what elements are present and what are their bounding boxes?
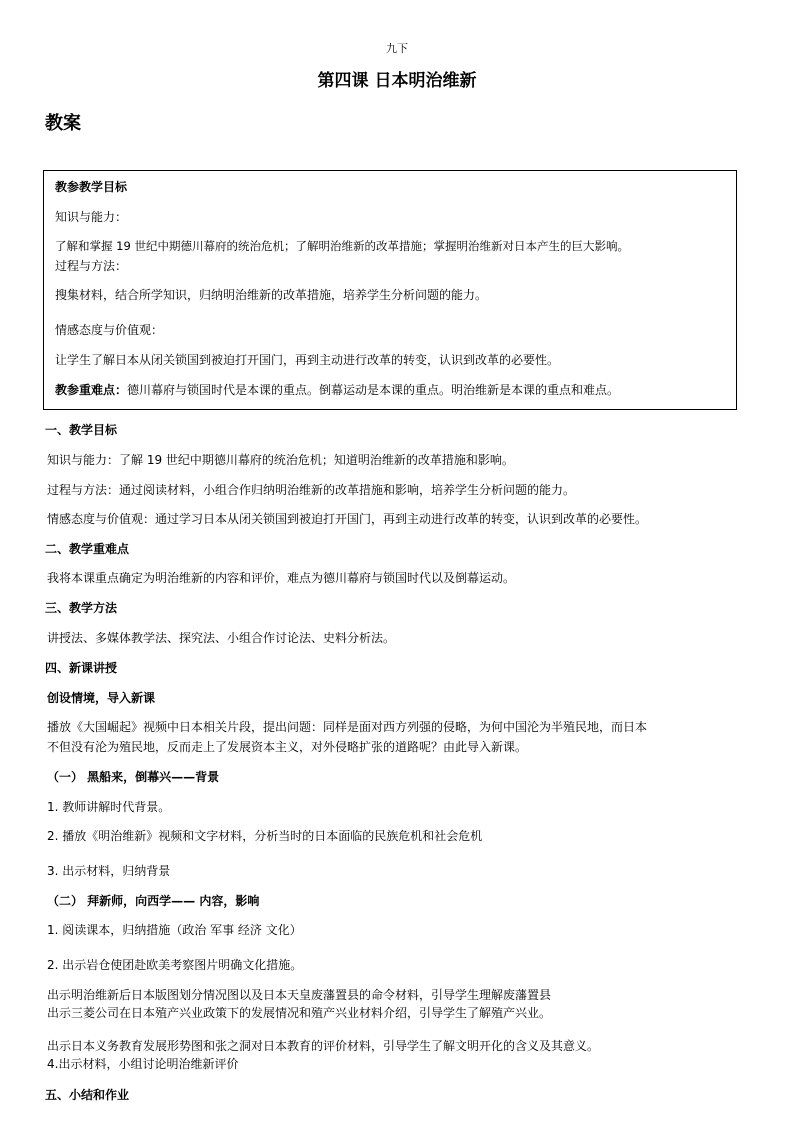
- s4-part2-item-4: 4.出示材料，小组讨论明治维新评价: [47, 1057, 239, 1071]
- s4-intro-heading: 创设情境，导入新课: [47, 691, 156, 705]
- s1-line-2: 过程与方法：通过阅读材料，小组合作归纳明治维新的改革措施和影响，培养学生分析问题的能力。: [47, 483, 576, 497]
- box-emotion-label: 情感态度与价值观：: [55, 323, 164, 337]
- s4-part1-heading: （一） 黑船来，倒幕兴——背景: [47, 770, 220, 784]
- s1-heading: 一、教学目标: [45, 423, 118, 437]
- s3-line-1: 讲授法、多媒体教学法、探究法、小组合作讨论法、史料分析法。: [47, 631, 396, 645]
- s4-part2-line-3: 出示明治维新后日本版图划分情况图以及日本天皇废藩置县的命令材料，引导学生理解废藩置县: [47, 988, 552, 1002]
- s4-part1-item-1: 1. 教师讲解时代背景。: [47, 800, 171, 814]
- s1-line-3: 情感态度与价值观：通过学习日本从闭关锁国到被迫打开国门，再到主动进行改革的转变，认识到改革的必要性。: [47, 512, 648, 526]
- page-title: 第四课 日本明治维新: [317, 71, 477, 91]
- s4-part2-line-4: 出示三菱公司在日本殖产兴业政策下的发展情况和殖产兴业材料介绍，引导学生了解殖产兴业。: [47, 1006, 552, 1020]
- s4-part1-item-3: 3. 出示材料，归纳背景: [47, 864, 171, 878]
- s1-line-1: 知识与能力：了解 19 世纪中期德川幕府的统治危机；知道明治维新的改革措施和影响。: [47, 453, 514, 467]
- s4-intro-line-2: 不但没有沦为殖民地，反而走上了发展资本主义，对外侵略扩张的道路呢？由此导入新课。: [47, 740, 528, 754]
- box-process-text: 搜集材料，结合所学知识，归纳明治维新的改革措施，培养学生分析问题的能力。: [55, 288, 488, 302]
- s4-part2-item-1: 1. 阅读课本，归纳措施（政治 军事 经济 文化）: [47, 923, 302, 937]
- s4-part2-line-5: 出示日本义务教育发展形势图和张之洞对日本教育的评价材料，引导学生了解文明开化的含义及其意义。: [47, 1039, 600, 1053]
- s5-heading: 五、小结和作业: [45, 1088, 130, 1102]
- s4-part1-item-2: 2. 播放《明治维新》视频和文字材料，分析当时的日本面临的民族危机和社会危机: [47, 829, 483, 843]
- s4-part2-item-2: 2. 出示岩仓使团赴欧美考察图片明确文化措施。: [47, 958, 303, 972]
- s4-part2-heading: （二） 拜新师，向西学—— 内容，影响: [47, 894, 260, 908]
- box-key-text: 德川幕府与锁国时代是本课的重点。倒幕运动是本课的重点。明治维新是本课的重点和难点。: [127, 383, 620, 397]
- s2-heading: 二、教学重难点: [45, 542, 130, 556]
- box-key-label: 教参重难点：: [55, 383, 128, 397]
- box-process-label: 过程与方法：: [55, 259, 128, 273]
- section-title: 教案: [45, 113, 81, 134]
- s4-heading: 四、新课讲授: [45, 661, 118, 675]
- box-heading: 教参教学目标: [55, 180, 128, 194]
- box-emotion-text: 让学生了解日本从闭关锁国到被迫打开国门，再到主动进行改革的转变，认识到改革的必要性。: [55, 353, 560, 367]
- s4-intro-line-1: 播放《大国崛起》视频中日本相关片段，提出问题：同样是面对西方列强的侵略，为何中国沦为半殖民地，而日本: [47, 720, 648, 734]
- grade-label: 九下: [386, 42, 408, 55]
- s3-heading: 三、教学方法: [45, 601, 118, 615]
- s2-line-1: 我将本课重点确定为明治维新的内容和评价，难点为德川幕府与锁国时代以及倒幕运动。: [47, 571, 516, 585]
- box-key-points: [55, 382, 619, 398]
- box-knowledge-text: 了解和掌握 19 世纪中期德川幕府的统治危机；了解明治维新的改革措施；掌握明治维新对日本产生的巨大影响。: [55, 239, 629, 253]
- box-knowledge-label: 知识与能力：: [55, 210, 128, 224]
